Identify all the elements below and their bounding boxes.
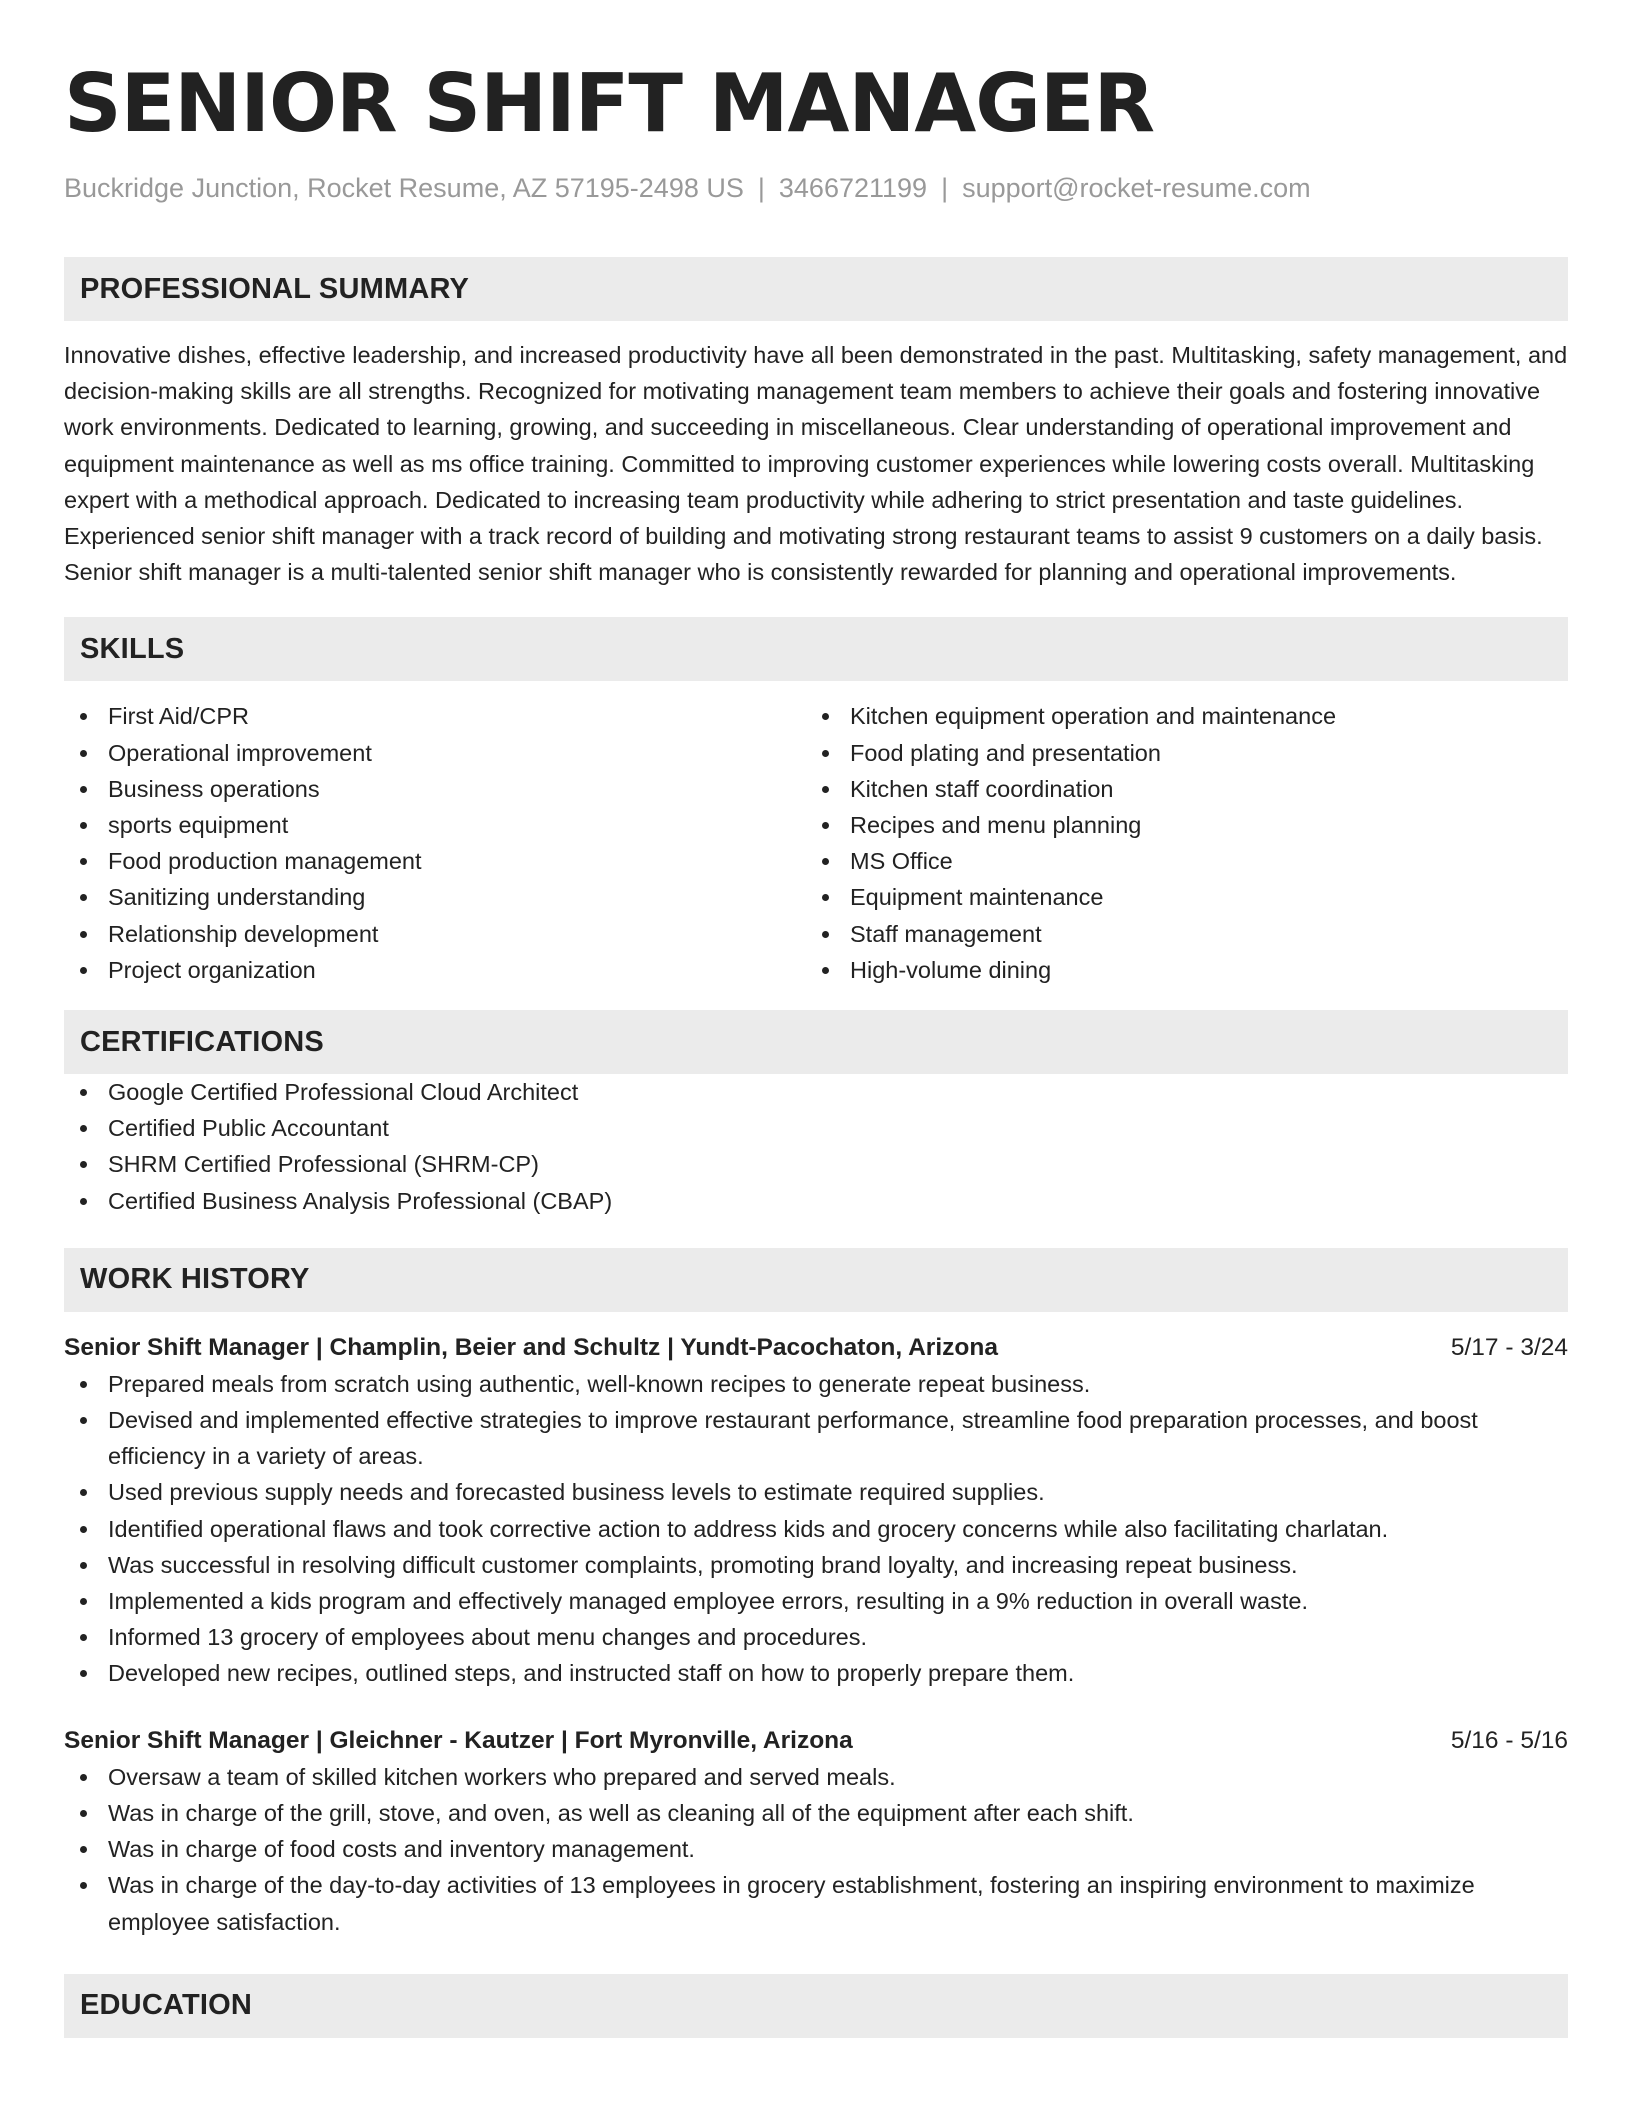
education-section <box>64 1974 1568 2038</box>
list-item: Was in charge of food costs and inventory management. <box>64 1831 1568 1867</box>
list-item: Kitchen equipment operation and maintenance <box>806 698 1548 734</box>
list-item: Project organization <box>64 952 806 988</box>
contact-separator: | <box>941 173 949 203</box>
skills-list-right <box>806 698 1548 988</box>
list-item: SHRM Certified Professional (SHRM-CP) <box>64 1146 1568 1182</box>
education-heading: EDUCATION <box>64 1974 1568 2038</box>
job-title: Senior Shift Manager | Gleichner - Kautzer | Fort Myronville, Arizona <box>64 1726 853 1754</box>
list-item: Informed 13 grocery of employees about menu changes and procedures. <box>64 1619 1568 1655</box>
summary-text: Innovative dishes, effective leadership, and increased productivity have all been demonstrated in the past. Multitasking, safety management, and decision-making skills are all strengths. Recognized for motivating management team members to achieve their goals and fostering innovative work environments. Dedicated to learning, growing, and succeeding in miscellaneous. Clear understanding of operational improvement and equipment maintenance as well as ms office training. Committed to improving customer experiences while lowering costs overall. Multitasking expert with a methodical approach. Dedicated to increasing team productivity while adhering to strict presentation and taste guidelines. Experienced senior shift manager with a track record of building and motivating strong restaurant teams to assist 9 customers on a daily basis. Senior shift manager is a multi-talented senior shift manager who is consistently rewarded for planning and operational improvements. <box>64 342 1568 586</box>
list-item: Developed new recipes, outlined steps, and instructed staff on how to properly prepare them. <box>64 1655 1568 1691</box>
summary-heading: PROFESSIONAL SUMMARY <box>64 257 1568 321</box>
job-header <box>64 1330 1568 1366</box>
job-entry <box>64 1330 1568 1692</box>
work-history-heading: WORK HISTORY <box>64 1248 1568 1312</box>
list-item: Equipment maintenance <box>806 879 1548 915</box>
job-entry <box>64 1723 1568 1940</box>
list-item: sports equipment <box>64 807 806 843</box>
certifications-list <box>64 1074 1568 1219</box>
list-item: Certified Public Accountant <box>64 1110 1568 1146</box>
list-item: Recipes and menu planning <box>806 807 1548 843</box>
list-item: Food plating and presentation <box>806 735 1548 771</box>
certifications-heading: CERTIFICATIONS <box>64 1010 1568 1074</box>
list-item: Used previous supply needs and forecasted business levels to estimate required supplies. <box>64 1474 1568 1510</box>
contact-address: Buckridge Junction, Rocket Resume, AZ 57195-2498 US <box>64 173 744 203</box>
summary-section <box>64 257 1568 590</box>
list-item: Certified Business Analysis Professional (CBAP) <box>64 1183 1568 1219</box>
contact-line <box>64 170 1568 206</box>
work-history-section <box>64 1248 1568 1940</box>
job-bullets <box>64 1366 1568 1692</box>
list-item: High-volume dining <box>806 952 1548 988</box>
list-item: Kitchen staff coordination <box>806 771 1548 807</box>
page-title: SENIOR SHIFT MANAGER <box>64 57 1155 150</box>
contact-separator: | <box>757 173 765 203</box>
skills-grid <box>64 698 1568 988</box>
list-item: Prepared meals from scratch using authentic, well-known recipes to generate repeat business. <box>64 1366 1568 1402</box>
list-item: Identified operational flaws and took corrective action to address kids and grocery concerns while also facilitating charlatan. <box>64 1511 1568 1547</box>
list-item: Google Certified Professional Cloud Architect <box>64 1074 1568 1110</box>
skills-heading: SKILLS <box>64 617 1568 681</box>
list-item: Sanitizing understanding <box>64 879 806 915</box>
contact-email: support@rocket-resume.com <box>962 173 1311 203</box>
list-item: Staff management <box>806 916 1548 952</box>
skills-section <box>64 617 1568 988</box>
job-header <box>64 1723 1568 1759</box>
list-item: Implemented a kids program and effectively managed employee errors, resulting in a 9% reduction in overall waste. <box>64 1583 1568 1619</box>
contact-phone: 3466721199 <box>778 173 928 203</box>
list-item: Devised and implemented effective strategies to improve restaurant performance, streamline food preparation processes, and boost efficiency in a variety of areas. <box>64 1402 1568 1474</box>
skills-list-left <box>64 698 806 988</box>
list-item: First Aid/CPR <box>64 698 806 734</box>
list-item: Was successful in resolving difficult customer complaints, promoting brand loyalty, and increasing repeat business. <box>64 1547 1568 1583</box>
job-bullets <box>64 1759 1568 1940</box>
list-item: Food production management <box>64 843 806 879</box>
list-item: Oversaw a team of skilled kitchen workers who prepared and served meals. <box>64 1759 1568 1795</box>
list-item: MS Office <box>806 843 1548 879</box>
list-item: Operational improvement <box>64 735 806 771</box>
resume-page <box>64 0 1568 2038</box>
job-dates: 5/16 - 5/16 <box>1450 1726 1568 1754</box>
list-item: Was in charge of the day-to-day activities of 13 employees in grocery establishment, fostering an inspiring environment to maximize employee satisfaction. <box>64 1867 1568 1939</box>
job-dates: 5/17 - 3/24 <box>1450 1333 1568 1361</box>
list-item: Was in charge of the grill, stove, and oven, as well as cleaning all of the equipment after each shift. <box>64 1795 1568 1831</box>
list-item: Relationship development <box>64 916 806 952</box>
job-title: Senior Shift Manager | Champlin, Beier and Schultz | Yundt-Pacochaton, Arizona <box>64 1333 998 1361</box>
certifications-section <box>64 1010 1568 1219</box>
list-item: Business operations <box>64 771 806 807</box>
